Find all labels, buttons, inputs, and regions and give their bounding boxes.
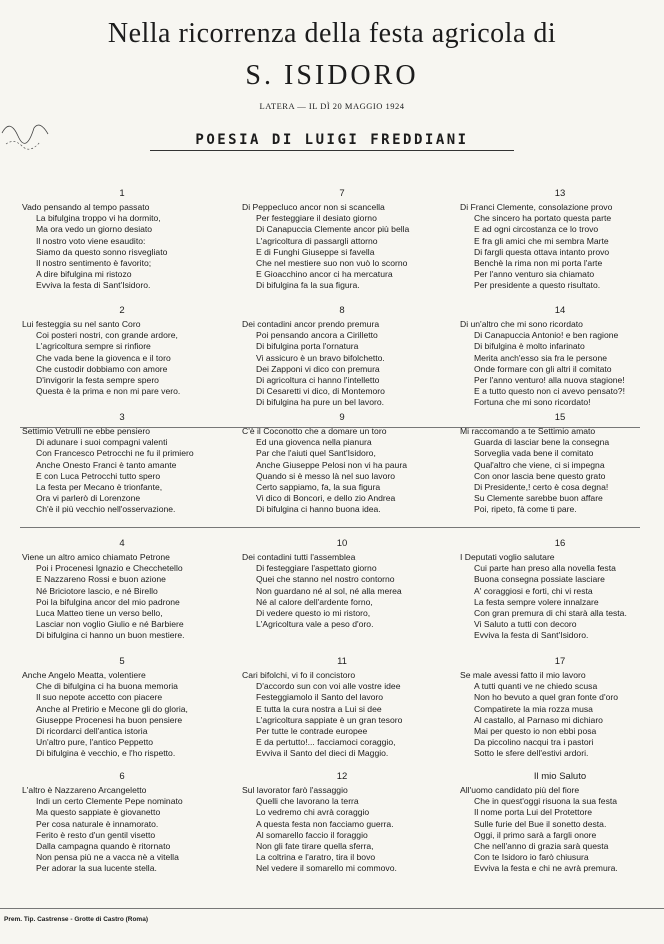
stanza bbox=[22, 770, 222, 875]
stanza bbox=[242, 411, 442, 516]
stanza-number: 2 bbox=[119, 305, 125, 316]
printer-credit: Prem. Tip. Castrense - Grotte di Castro (Roma) bbox=[4, 916, 148, 923]
verse-line: Ch'è il più vecchio nell'osservazione. bbox=[36, 504, 176, 515]
verse-line: Anche Giuseppe Pelosi non vi ha paura bbox=[256, 459, 407, 470]
verse-line: Di bifulgina ha pure un bel lavoro. bbox=[256, 397, 385, 408]
stanza bbox=[460, 655, 660, 760]
stanza-number: 12 bbox=[336, 771, 348, 782]
verse-line: Di ricordarci dell'antica istoria bbox=[36, 726, 148, 737]
verse-line: C'è il Coconotto che a domare un toro bbox=[242, 426, 387, 436]
verse-line: Con te Isidoro io farò chiusura bbox=[474, 852, 589, 863]
stanza bbox=[460, 187, 660, 292]
stanza-number: 6 bbox=[119, 771, 125, 782]
stanza bbox=[22, 655, 222, 760]
verse-line: Ferito è resto d'un gentil visetto bbox=[36, 829, 156, 840]
verse-line: Che di bifulgina ci ha buona memoria bbox=[36, 681, 178, 692]
verse-line: Con onor lascia bene questo grato bbox=[474, 470, 606, 481]
verse-line: Di bifulgina ci hanno un buon mestiere. bbox=[36, 630, 185, 641]
verse-line: Poi, ripeto, fà come ti pare. bbox=[474, 504, 577, 515]
verse-line: E ad ogni circostanza ce lo trovo bbox=[474, 224, 599, 235]
verse-line: Che custodir dobbiamo con amore bbox=[36, 363, 168, 374]
verse-line: Di festeggiare l'aspettato giorno bbox=[256, 563, 377, 574]
verse-line: L'agricoltura di passargli attorno bbox=[256, 235, 378, 246]
verse-line: Lo vedremo chi avrà coraggio bbox=[256, 807, 370, 818]
verse-line: Di un'altro che mi sono ricordato bbox=[460, 319, 583, 329]
verse-line: Per presidente a questo risultato. bbox=[474, 280, 601, 291]
title-line-1: Nella ricorrenza della festa agricola di bbox=[107, 18, 557, 49]
verse-line: Per festeggiare il desiato giorno bbox=[256, 213, 377, 224]
verse-line: Cari bifolchi, vi fo il concistoro bbox=[242, 670, 356, 680]
verse-line: Quando si è messo là nel suo lavoro bbox=[256, 470, 396, 481]
verse-line: Dei Zapponi vi dico con premura bbox=[256, 363, 380, 374]
stanza-number: 15 bbox=[554, 412, 566, 423]
stanza-number: 7 bbox=[339, 188, 345, 199]
verse-line: Evviva la festa di Sant'Isidoro. bbox=[36, 280, 151, 291]
stanza-number: 17 bbox=[554, 656, 566, 667]
verse-line: Compatirete la mia rozza musa bbox=[474, 703, 593, 714]
stanza bbox=[460, 411, 660, 516]
verse-line: Non pensa più ne a vacca nè a vitella bbox=[36, 852, 179, 863]
verse-line: Dei contadini tutti l'assemblea bbox=[242, 552, 356, 562]
verse-line: Né Briciotore lascio, e né Birello bbox=[36, 585, 158, 596]
stanza bbox=[242, 655, 442, 760]
verse-line: La coltrina e l'aratro, tira il bovo bbox=[256, 852, 376, 863]
verse-line: Guarda di lasciar bene la consegna bbox=[474, 437, 610, 448]
verse-line: E fra gli amici che mi sembra Marte bbox=[474, 235, 609, 246]
row-divider bbox=[20, 527, 640, 528]
verse-line: D'accordo sun con voi alle vostre idee bbox=[256, 681, 401, 692]
verse-line: Di vedere questo io mi ristoro, bbox=[256, 608, 371, 619]
verse-line: Questa è la prima e non mi pare vero. bbox=[36, 386, 181, 397]
verse-line: Vado pensando al tempo passato bbox=[22, 202, 150, 212]
verse-line: Indi un certo Clemente Pepe nominato bbox=[36, 796, 183, 807]
verse-line: Evviva la festa di Sant'Isidoro. bbox=[474, 630, 589, 641]
verse-line: E di Funghi Giuseppe si favella bbox=[256, 246, 375, 257]
verse-line: Di Presidente,! certo è cosa degna! bbox=[474, 482, 609, 493]
verse-line: D'invigorir la festa sempre spero bbox=[36, 375, 159, 386]
verse-line: Di bifulgina fa la sua figura. bbox=[256, 280, 360, 291]
verse-line: Poi i Procenesi Ignazio e Checchetello bbox=[36, 563, 183, 574]
verse-line: Con Francesco Petrocchi ne fu il primiero bbox=[36, 448, 194, 459]
verse-line: Evviva la festa e chi ne avrà premura. bbox=[474, 863, 618, 874]
verse-line: Quei che stanno nel nostro contorno bbox=[256, 574, 395, 585]
verse-line: A' coraggiosi e forti, chi vi resta bbox=[474, 585, 593, 596]
verse-line: Il nostro sentimento è favorito; bbox=[36, 258, 152, 269]
verse-line: Di fargli questa ottava intanto provo bbox=[474, 246, 610, 257]
verse-line: All'uomo candidato più del fiore bbox=[460, 785, 580, 795]
verse-line: Di Cesaretti vi dico, di Montemoro bbox=[256, 386, 385, 397]
verse-line: Di Canapuccia Clemente ancor più bella bbox=[256, 224, 410, 235]
verse-line: Buona consegna possiate lasciare bbox=[474, 574, 605, 585]
verse-line: Vi Saluto a tutti con decoro bbox=[474, 619, 577, 630]
verse-line: Per l'anno venturo! alla nuova stagione! bbox=[474, 375, 625, 386]
stanza-number: 5 bbox=[119, 656, 125, 667]
stanza bbox=[242, 770, 442, 875]
verse-line: Né al calore dell'ardente forno, bbox=[256, 596, 373, 607]
verse-line: Ora vi parlerò di Lorenzone bbox=[36, 493, 141, 504]
verse-line: Vi dico di Boncori, e dello zio Andrea bbox=[256, 493, 396, 504]
verse-line: L'agricoltura sempre si rinfiore bbox=[36, 341, 151, 352]
verse-line: L'Agricoltura vale a peso d'oro. bbox=[256, 619, 374, 630]
byline-rule bbox=[150, 150, 514, 151]
verse-line: Certo sappiamo, fa, la sua figura bbox=[256, 482, 381, 493]
verse-line: Dalla campagna quando è ritornato bbox=[36, 841, 171, 852]
verse-line: Al castallo, al Parnaso mi dichiaro bbox=[474, 714, 603, 725]
verse-line: Sulle furie del Bue il sonetto desta. bbox=[474, 818, 607, 829]
verse-line: Che vada bene la giovenca e il toro bbox=[36, 352, 171, 363]
verse-line: Ma ora vedo un giorno desiato bbox=[36, 224, 153, 235]
verse-line: Siamo da questo sonno risvegliato bbox=[36, 246, 168, 257]
verse-line: Il suo nepote accetto con piacere bbox=[36, 692, 163, 703]
verse-line: Il nome porta Lui del Protettore bbox=[474, 807, 592, 818]
verse-line: Che nell'anno di grazia sarà questa bbox=[474, 841, 609, 852]
verse-line: Per adorar la sua lucente stella. bbox=[36, 863, 157, 874]
verse-line: Di bifulgina è vecchio, e l'ho rispetto. bbox=[36, 748, 176, 759]
verse-line: Par che l'aiuti quel Sant'Isidoro, bbox=[256, 448, 376, 459]
verse-line: Da piccolino nacqui tra i pastori bbox=[474, 737, 594, 748]
verse-line: Di agricoltura ci hanno l'intelletto bbox=[256, 375, 380, 386]
verse-line: E con Luca Petrocchi tutto spero bbox=[36, 470, 161, 481]
verse-line: La festa per Mecano è trionfante, bbox=[36, 482, 163, 493]
verse-line: E a tutto questo non ci avevo pensato?! bbox=[474, 386, 625, 397]
verse-line: A questa festa non facciamo guerra. bbox=[256, 818, 394, 829]
bottom-divider bbox=[0, 908, 664, 909]
stanza-number: 9 bbox=[339, 412, 345, 423]
verse-line: Anche Onesto Franci è tanto amante bbox=[36, 459, 177, 470]
verse-line: A tutti quanti ve ne chiedo scusa bbox=[474, 681, 598, 692]
stanza bbox=[460, 537, 660, 642]
stanza bbox=[22, 304, 222, 397]
title-line-2: S. ISIDORO bbox=[245, 60, 419, 91]
verse-line: Coi posteri nostri, con grande ardore, bbox=[36, 330, 178, 341]
verse-line: A dire bifulgina mi ristozo bbox=[36, 269, 132, 280]
verse-line: Per tutte le contrade europee bbox=[256, 726, 368, 737]
verse-line: Di Franci Clemente, consolazione provo bbox=[460, 202, 613, 212]
verse-line: Di Canapuccia Antonio! e ben ragione bbox=[474, 330, 619, 341]
verse-line: Con gran premura di chi starà alla testa. bbox=[474, 608, 627, 619]
verse-line: Cui parte han preso alla novella festa bbox=[474, 563, 616, 574]
verse-line: Anche al Pretirio e Mecone gli do gloria, bbox=[36, 703, 188, 714]
verse-line: Mi raccomando a te Settimio amato bbox=[460, 426, 596, 436]
verse-line: Di bifulgina porta l'ornatura bbox=[256, 341, 359, 352]
stanza bbox=[22, 411, 222, 516]
author-byline: POESIA DI LUIGI FREDDIANI bbox=[195, 132, 469, 148]
verse-line: Il nostro voto viene esaudito: bbox=[36, 235, 146, 246]
stanza bbox=[242, 187, 442, 292]
stanza-number: Il mio Saluto bbox=[533, 771, 587, 782]
verse-line: Onde formare con gli altri il comitato bbox=[474, 363, 612, 374]
verse-line: Per l'anno venturo sia chiamato bbox=[474, 269, 595, 280]
verse-line: Evviva il Santo del dieci di Maggio. bbox=[256, 748, 389, 759]
stanza bbox=[460, 304, 660, 409]
stanza-number: 10 bbox=[336, 538, 348, 549]
verse-line: Viene un altro amico chiamato Petrone bbox=[22, 552, 170, 562]
stanza bbox=[242, 537, 442, 630]
verse-line: Non guardano né al sol, né alla merea bbox=[256, 585, 402, 596]
verse-line: Per cosa naturale è innamorato. bbox=[36, 818, 159, 829]
verse-line: Giuseppe Procenesi ha buon pensiere bbox=[36, 714, 183, 725]
stanza bbox=[22, 537, 222, 642]
verse-line: Lui festeggia su nel santo Coro bbox=[22, 319, 141, 329]
verse-line: La bifulgina troppo vi ha dormito, bbox=[36, 213, 161, 224]
verse-line: Sorveglia vada bene il comitato bbox=[474, 448, 594, 459]
verse-line: Benchè la rima non mi porta l'arte bbox=[474, 258, 603, 269]
verse-line: Che sincero ha portato questa parte bbox=[474, 213, 612, 224]
verse-line: Se male avessi fatto il mio lavoro bbox=[460, 670, 586, 680]
verse-line: L'agricoltura sappiate è un gran tesoro bbox=[256, 714, 403, 725]
verse-line: Un'altro pure, l'antico Peppetto bbox=[36, 737, 153, 748]
verse-line: Di adunare i suoi compagni valenti bbox=[36, 437, 168, 448]
verse-line: Che nel mestiere suo non vuò lo scorno bbox=[256, 258, 408, 269]
stanza-number: 8 bbox=[339, 305, 345, 316]
verse-line: Al somarello faccio il foraggio bbox=[256, 829, 368, 840]
verse-line: Lasciar non voglio Giulio e né Barbiere bbox=[36, 619, 184, 630]
verse-line: Festeggiamolo il Santo del lavoro bbox=[256, 692, 384, 703]
verse-line: L'altro è Nazzareno Arcangeletto bbox=[22, 785, 147, 795]
stanza-number: 4 bbox=[119, 538, 125, 549]
verse-line: E Nazzareno Rossi e buon azione bbox=[36, 574, 166, 585]
pen-scribble bbox=[0, 108, 60, 153]
verse-line: Qual'altro che viene, ci si impegna bbox=[474, 459, 605, 470]
verse-line: Settimio Vetrulli ne ebbe pensiero bbox=[22, 426, 151, 436]
verse-line: Nel vedere il somarello mi commovo. bbox=[256, 863, 397, 874]
verse-line: Vi assicuro è un bravo bifolchetto. bbox=[256, 352, 385, 363]
verse-line: Oggi, il primo sarà a fargli onore bbox=[474, 829, 597, 840]
dateline: LATERA — IL DÌ 20 MAGGIO 1924 bbox=[259, 101, 405, 111]
verse-line: E tutta la cura nostra a Lui si dee bbox=[256, 703, 382, 714]
stanza-number: 14 bbox=[554, 305, 566, 316]
verse-line: Merita anch'esso sia fra le persone bbox=[474, 352, 608, 363]
verse-line: Quelli che lavorano la terra bbox=[256, 796, 359, 807]
verse-line: Su Clemente sarebbe buon affare bbox=[474, 493, 603, 504]
verse-line: E da pertutto!... facciamoci coraggio, bbox=[256, 737, 396, 748]
verse-line: Ed una giovenca nella pianura bbox=[256, 437, 372, 448]
verse-line: E Gioacchino ancor ci ha mercatura bbox=[256, 269, 393, 280]
verse-line: La festa sempre volere innalzare bbox=[474, 596, 599, 607]
verse-line: Sotto le sfere dell'estivi ardori. bbox=[474, 748, 589, 759]
verse-line: Non ho bevuto a quel gran fonte d'oro bbox=[474, 692, 619, 703]
verse-line: Di bifulgina ci hanno buona idea. bbox=[256, 504, 381, 515]
verse-line: Luca Matteo tiene un verso bello, bbox=[36, 608, 163, 619]
verse-line: Ma questo sappiate è giovanetto bbox=[36, 807, 161, 818]
stanza bbox=[22, 187, 222, 292]
verse-line: Poi pensando ancora a Cirilletto bbox=[256, 330, 378, 341]
stanza-number: 16 bbox=[554, 538, 566, 549]
verse-line: Anche Angelo Meatta, volentiere bbox=[22, 670, 146, 680]
verse-line: Non gli fate tirare quella sferra, bbox=[256, 841, 374, 852]
stanza bbox=[460, 770, 660, 875]
verse-line: Fortuna che mi sono ricordato! bbox=[474, 397, 591, 408]
verse-line: Poi la bifulgina ancor del mio padrone bbox=[36, 596, 180, 607]
stanza-number: 13 bbox=[554, 188, 566, 199]
verse-line: Mai per questo io non ebbi posa bbox=[474, 726, 597, 737]
verse-line: Di Peppecluco ancor non si scancella bbox=[242, 202, 385, 212]
verse-line: Di bifulgina è molto infarinato bbox=[474, 341, 585, 352]
verse-line: I Deputati voglio salutare bbox=[460, 552, 555, 562]
verse-line: Sul lavorator farò l'assaggio bbox=[242, 785, 348, 795]
stanza bbox=[242, 304, 442, 409]
stanza-number: 11 bbox=[337, 656, 347, 667]
verse-line: Che in quest'oggi risuona la sua festa bbox=[474, 796, 618, 807]
verse-line: Dei contadini ancor prendo premura bbox=[242, 319, 380, 329]
stanza-number: 3 bbox=[119, 412, 125, 423]
stanza-number: 1 bbox=[119, 188, 125, 199]
